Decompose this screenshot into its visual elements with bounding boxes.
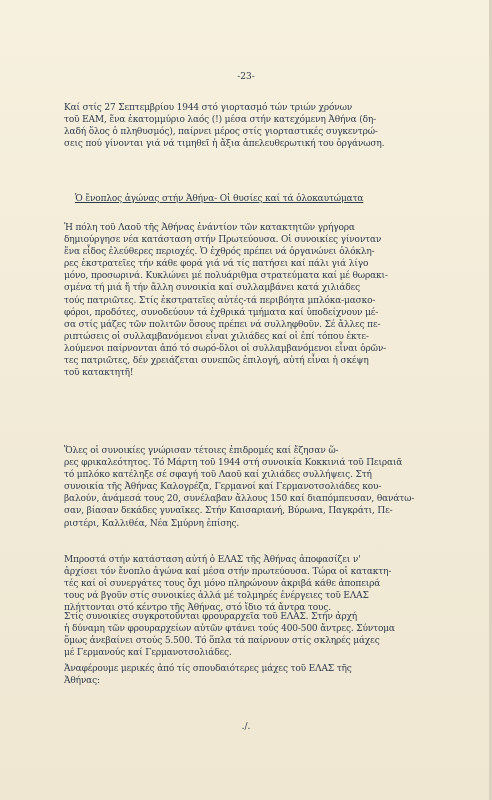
body-paragraph-2: Ὅλες οἱ συνοικίες γνώρισαν τέτοιες ἐπιδρομές καί ἔζησαν ὥ- ρες φρικαλεότητος. Τό Μάρτη τοῦ 1944 στή συνοικία Κοκκινιά τοῦ Πειραιᾶ τό μπλόκο κατέληξε σέ σφαγή τοῦ Λαοῦ καί χιλιάδες συλλήψεις. Στή συνοικία τῆς Ἀθήνας Καλογρέζα, Γερμανοί καί Γερμανοτσολιάδες κου- βαλούν, ἀνάμεσά τους 20, συνέλαβαν ἄλλους 150 καί διαπόμπευσαν, θανάτω- σαν, βίασαν δεκάδες γυναῖκες. Στήν Καισαριανή, Βύρωνα, Παγκράτι, Πε- ριστέρι, Καλλιθέα, Νέα Σμύρνη ἐπίσης. (64, 446, 415, 529)
intro-paragraph: Καί στίς 27 Σεπτεμβρίου 1944 στό γιορτασμό τών τριών χρόνων τοῦ ΕΑΜ, ἕνα ἑκατομμύριο λαός (!) μέσα στήν κατεχόμενη Ἀθήνα (δη- λαδή ὅλος ὁ πληθυσμός), παίρνει μέρος στίς γιορταστικές συγκεντρώ- σεις πού γίνονται γιά νά τιμηθεῖ ἡ ἄξια ἀπελευθερωτική του ὀργάνωση. (64, 103, 385, 150)
body-paragraph-4: Στίς συνοικίες συγκροτοῦνται φρουραρχεῖα τοῦ ΕΛΑΣ. Στήν ἀρχή ἡ δύναμη τῶν φρουραρχείων αὐτῶν φτάνει τούς 400-500 ἄντρες. Σύντομα ὅμως ἀνεβαίνει στούς 5.500. Τό ὅπλα τά παίρνουν στίς σκληρές μάχες μέ Γερμανούς καί Γερμανοτσολιάδες. (64, 612, 395, 659)
body-paragraph-5: Ἀναφέρουμε μερικές ἀπό τίς σπουδαιότερες μάχες τοῦ ΕΛΑΣ τῆς Ἀθήνας: (64, 664, 352, 687)
body-paragraph-1: Ἡ πόλη τοῦ Λαοῦ τῆς Ἀθήνας ἐνάντίον τῶν κατακτητῶν γρήγορα δημιούργησε νέα κατάσταση στήν Πρωτεύουσα. Οἱ συνοικίες γίνονταν ἕνα εἶδος ἐλεύθερες περιοχές. Ὁ ἐχθρός πρέπει νά ὀργανώνει ὁλόκλη- ρες ἐκστρατεῖες τήν κάθε φορά γιά νά τίς πατήσει καί πάλι γιά λίγο μόνο, προσωρινά. Κυκλώνει μέ πολυάριθμα στρατεύματα καί μέ θωρακι- σμένα τή μιά ἤ τήν ἄλλη συνοικία καί συλλαμβάνει κατά χιλιάδες τούς πατριῶτες. Στίς ἐκστρατεῖες αὐτές-τά περιβόητα μπλόκα-μασκο- φόροι, προδότες, συνοδεύουν τά ἐχθρικά τμήματα καί ὑποδείχνουν μέ- σα στίς μάζες τῶν πολιτῶν ὅσους πρέπει νά συλληφθοῦν. Σέ ἄλλες πε- ριπτώσεις οἱ συλλαμβανόμενοι εἶναι χιλιάδες καί οἱ ἐπί τόπου ἐκτε- λούμενοι παίρνονται ἀπό τό σωρό-ὅλοι οἱ συλλαμβανόμενοι εἶναι ὁρῶν- τες πατριῶτες, δέν χρειάζεται συνεπῶς ἐπιλογή, αὐτή εἶναι ἡ σκέψη τοῦ κατακτητῆ! (64, 223, 388, 379)
end-mark: ./. (241, 722, 251, 732)
section-heading: Ὁ ἔνοπλος ἀγώνας στήν Ἀθήνα- Οἱ θυσίες καί τά ὁλοκαυτώματα (75, 194, 364, 204)
body-paragraph-3: Μπροστά στήν κατάσταση αὐτή ὁ ΕΛΑΣ τῆς Ἀθήνας ἀποφασίζει ν' ἀρχίσει τόν ἔνοπλο ἀγώνα καί μέσα στήν πρωτεύουσα. Τώρα οἱ κατακτη- τές καί οἱ συνεργάτες τους ὄχι μόνο πληρώνουν ἀκριβά κάθε ἀποπειρά τους νά βγοῦν στίς συνοικίες ἀλλά μέ τολμηρές ἐνέργειες τοῦ ΕΛΑΣ πλήττονται στό κέντρο τῆς Ἀθήνας, στό ἴδιο τά ἄντρα τους. (64, 555, 392, 614)
page-number: -23- (237, 72, 255, 82)
